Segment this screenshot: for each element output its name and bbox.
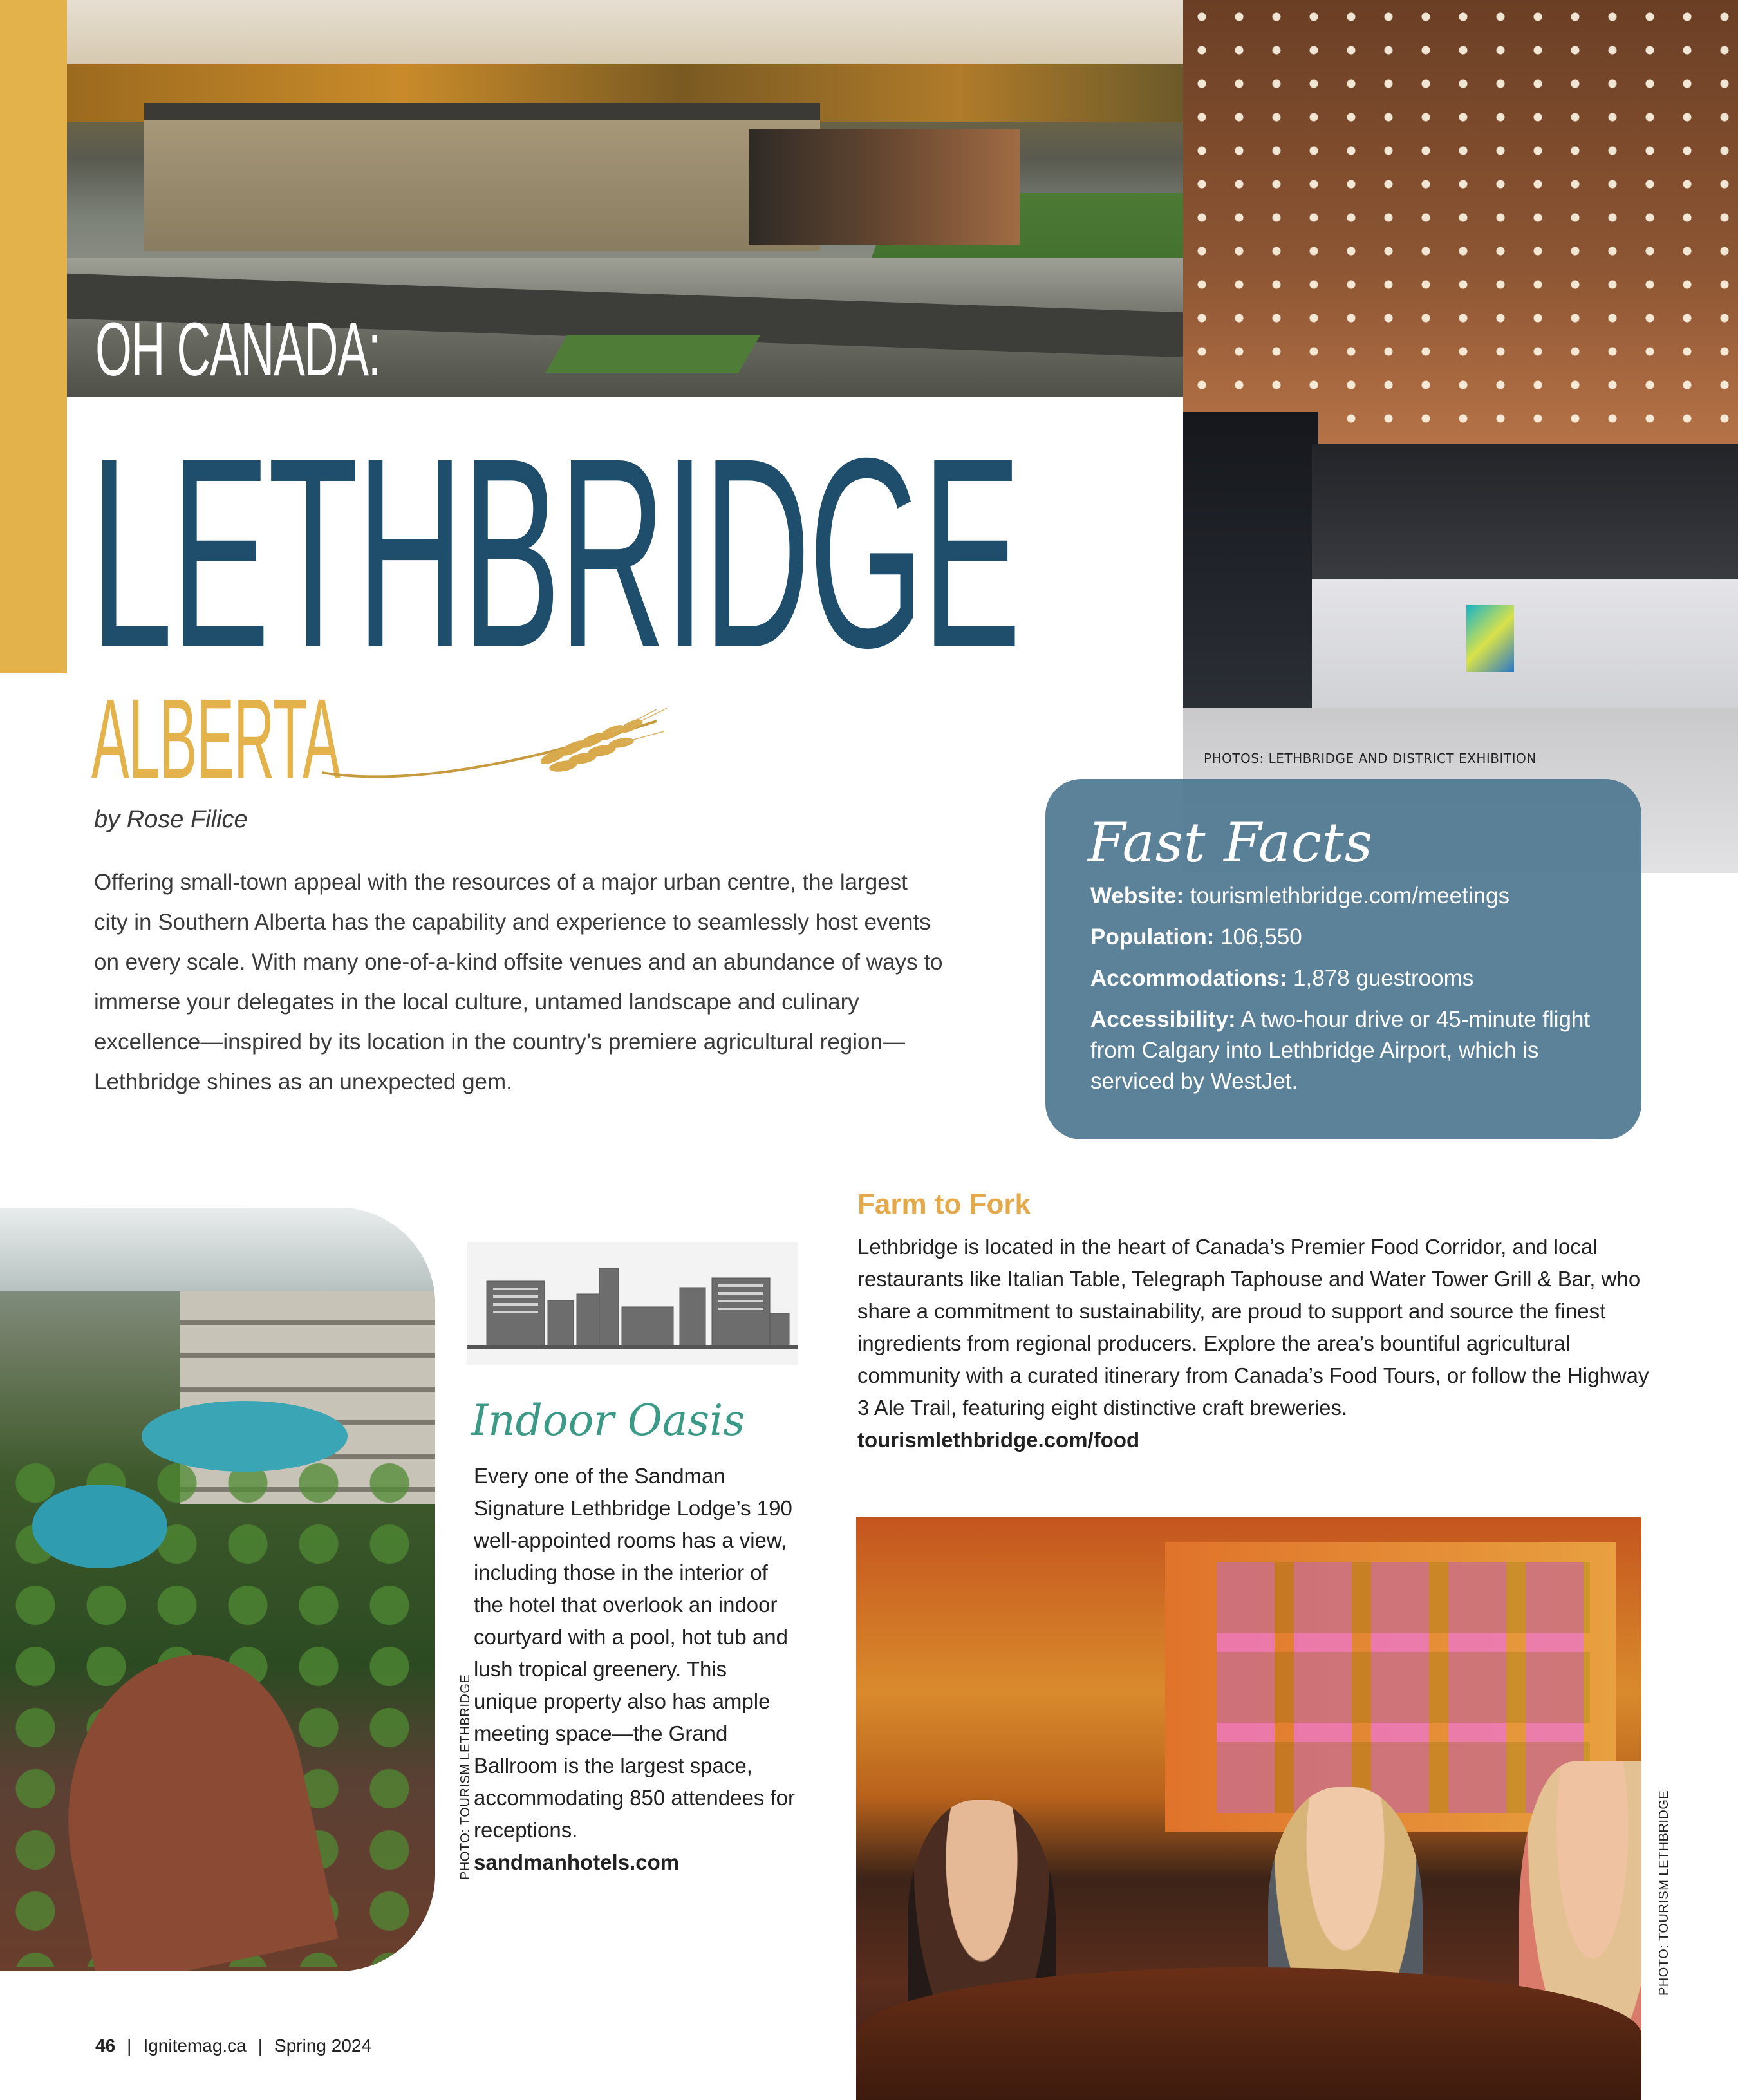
fact-accommodations (1090, 963, 1625, 994)
farm-to-fork-text: Lethbridge is located in the heart of Canada’s Premier Food Corridor, and local restaurants like Italian Table, Telegraph Taphouse and Water Tower Grill & Bar, who share a commitment to sustainability, are proud to support and source the finest ingredients from regional producers. Explore the area’s bountiful agricultural community with a curated itinerary from Canada’s Food Tours, or follow the Highway 3 Ale Trail, featuring eight distinctive craft breweries. (857, 1235, 1649, 1420)
farm-to-fork-body (857, 1231, 1656, 1456)
fact-label: Website: (1090, 883, 1184, 908)
fact-value: A two-hour drive or 45-minute flight from Calgary into Lethbridge Airport, which is serviced by WestJet. (1090, 1007, 1591, 1094)
hotel-atrium-photo (0, 1208, 435, 1971)
gold-accent-bar (0, 0, 67, 673)
indoor-oasis-text: Every one of the Sandman Signature Lethbridge Lodge’s 190 well-appointed rooms has a view, including those in the interior of the hotel that overlook an indoor courtyard with a pool, hot tub and lush tropical greenery. This unique property also has ample meeting space—the Grand Ballroom is the largest space, accommodating 850 attendees for receptions. (474, 1464, 795, 1842)
exhibition-interior-photo (1183, 0, 1738, 873)
page-number: 46 (95, 2036, 116, 2056)
fact-website (1090, 881, 1625, 912)
byline: by Rose Filice (94, 806, 248, 833)
footer-site[interactable]: Ignitemag.ca (143, 2036, 247, 2056)
indoor-oasis-title: Indoor Oasis (471, 1396, 745, 1445)
fact-value: 106,550 (1220, 924, 1302, 950)
indoor-oasis-body (474, 1460, 796, 1879)
sandman-hotels-link[interactable]: sandmanhotels.com (474, 1850, 680, 1874)
city-skyline-illustration (467, 1242, 798, 1365)
fact-label: Population: (1090, 924, 1215, 950)
page-subtitle: ALBERTA (91, 676, 340, 802)
intro-paragraph: Offering small-town appeal with the resources of a major urban centre, the largest city in Southern Alberta has the capability and experience to seamlessly host events on every scale. With many one-of-a-kind offsite venues and an abundance of ways to immerse your delegates in the local culture, untamed landscape and culinary excellence—inspired by its location in the country’s premiere agricultural region—Lethbridge shines as an unexpected gem. (94, 870, 943, 1094)
fast-facts-box (1045, 779, 1641, 1139)
wheat-stalk-illustration (309, 695, 669, 824)
fact-label: Accommodations: (1090, 966, 1287, 991)
tourism-food-link[interactable]: tourismlethbridge.com/food (857, 1428, 1140, 1452)
fast-facts-title: Fast Facts (1088, 811, 1373, 874)
fact-value: tourismlethbridge.com/meetings (1190, 883, 1510, 908)
fact-population (1090, 922, 1625, 953)
farm-to-fork-title: Farm to Fork (857, 1188, 1031, 1220)
photo-credit-taproom: PHOTO: TOURISM LETHBRIDGE (1657, 1790, 1671, 1996)
footer-issue: Spring 2024 (274, 2036, 372, 2056)
fact-label: Accessibility: (1090, 1007, 1236, 1032)
photo-credit-exhibition: PHOTOS: LETHBRIDGE AND DISTRICT EXHIBITION (1204, 751, 1537, 766)
photo-credit-atrium: PHOTO: TOURISM LETHBRIDGE (458, 1674, 472, 1880)
page-title: LETHBRIDGE (90, 402, 1020, 704)
fact-value: 1,878 guestrooms (1293, 966, 1474, 991)
fact-accessibility (1090, 1004, 1625, 1097)
taproom-photo (856, 1517, 1641, 2100)
page-footer: 46 | Ignitemag.ca | Spring 2024 (95, 2036, 372, 2056)
headline-kicker: OH CANADA: (95, 307, 380, 392)
